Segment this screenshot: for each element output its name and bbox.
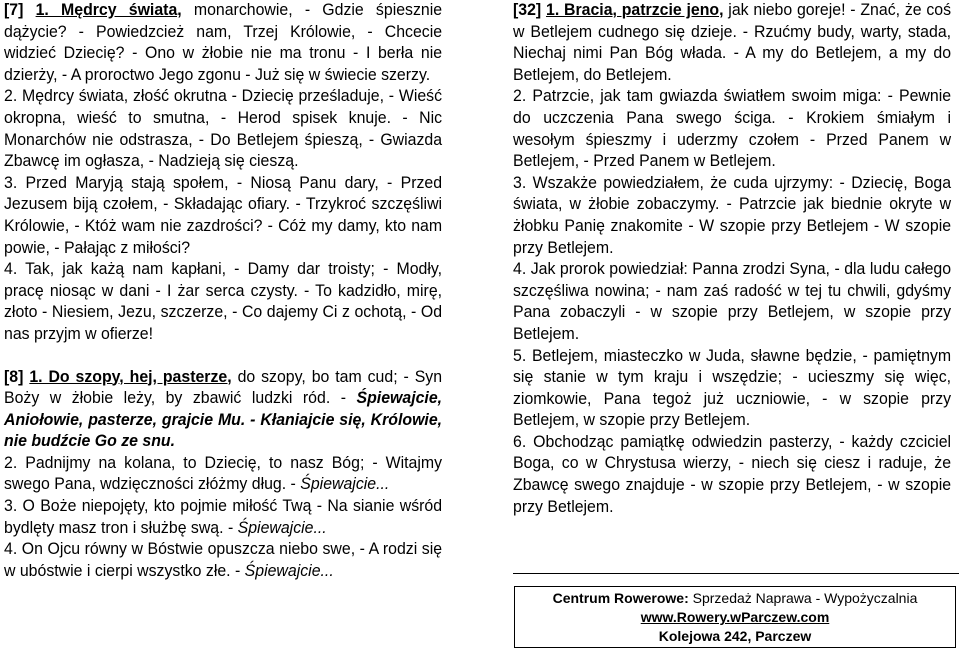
hymn-7-verse-1: [7] 1. Mędrcy świata, monarchowie, - Gdzie śpiesznie dążycie? - Powiedzcież nam, Trzej Królowie, - Chcecie widzieć Dziecię? - Ono w żłobie nie ma tronu - I berła nie dzierży, - A proroctwo Jego zgonu - Już się w świecie szerzy.	[4, 1, 443, 84]
hymn-title: 1. Bracia, patrzcie jeno,	[546, 1, 724, 19]
hymn-8-verse-3: 3. O Boże niepojęty, kto pojmie miłość Twą - Na sianie wśród bydlęty masz tron i służbę swą. - Śpiewajcie...	[4, 497, 443, 537]
hymn-32-verse-1: [32] 1. Bracia, patrzcie jeno, jak niebo goreje! - Znać, że coś w Betlejem cudnego się dzieje. - Rzućmy budy, warty, stada, Niechaj nimi Pan Bóg włada. - A my do Betlejem, a my do Betlejem, do Betlejem.	[513, 1, 952, 84]
ad-url[interactable]: www.Rowery.wParczew.com	[640, 609, 830, 625]
hymn-number: [32]	[513, 1, 542, 19]
hymn-number: [7]	[4, 1, 24, 19]
hymn-title: 1. Do szopy, hej, pasterze,	[29, 367, 232, 386]
hymn-32-verse-2: 2. Patrzcie, jak tam gwiazda światłem swoim miga: - Pewnie do uczczenia Pana swego ściga. - Krokiem śmiałym i wesołym śpieszmy i uderzmy czołem - Przed Panem w Betlejem, - Przed Panem w Betlejem.	[513, 87, 952, 171]
hymn-7-verse-2: 2. Mędrcy świata, złość okrutna - Dziecię prześladuje, - Wieść okropna, wieść to smutna, - Herod spisek knuje. - Nic Monarchów nie odstrasza, - Do Betlejem śpieszą, - Gwiazda Zbawcę im ogłasza, - Nadzieją się cieszą.	[4, 87, 443, 171]
left-column	[4, 0, 451, 582]
ad-shop-name: Centrum Rowerowe:	[552, 590, 689, 606]
advertisement-box	[514, 586, 956, 648]
refrain: Śpiewajcie, Aniołowie, pasterze, grajcie Mu. - Kłaniajcie się, Królowie, nie budźcie Go ze snu.	[4, 389, 443, 451]
right-column	[513, 0, 960, 518]
hymn-8-verse-2: 2. Padnijmy na kolana, to Dziecię, to nasz Bóg; - Witajmy swego Pana, wdzięczności złóżmy dług. - Śpiewajcie...	[4, 453, 443, 494]
hymn-32-verse-4: 4. Jak prorok powiedział: Panna zrodzi Syna, - dla ludu całego szczęśliwa nowina; - nam zaś radość w tej tu chwili, gdyśmy Pana zobaczyli - w szopie przy Betlejem, w szopie przy Betlejem.	[513, 260, 952, 343]
ad-line-1	[515, 589, 955, 608]
hymn-title: 1. Mędrcy świata,	[35, 1, 182, 19]
hymn-32-verse-3: 3. Wszakże powiedziałem, że cuda ujrzymy: - Dziecię, Boga świata, w żłobie zobaczymy. - Patrzcie jak biednie okryte w żłobku Panię znakomite - W szopie przy Betlejem - W szopie przy Betlejem.	[513, 173, 952, 257]
divider	[513, 573, 959, 574]
hymn-7-verse-4: 4. Tak, jak każą nam kapłani, - Damy dar troisty; - Modły, pracę niosąc w dani - I żar serca czysty. - To kadzidło, mirę, złoto - Niesiem, Jezu, szczerze, - Co dajemy Ci z ochotą, - Od nas przyjm w ofierze!	[4, 260, 443, 343]
hymn-8-verse-4: 4. On Ojcu równy w Bóstwie opuszcza niebo swe, - A rodzi się w ubóstwie i cierpi wszystko złe. - Śpiewajcie...	[4, 540, 443, 580]
hymn-32-verse-5: 5. Betlejem, miasteczko w Juda, sławne będzie, - pamiętnym się stanie w tym kraju i wszędzie; - ucieszmy się więc, ziomkowie, Pana tegoż już uczniowie, - w szopie przy Betlejem, w szopie przy Betlejem.	[513, 346, 952, 430]
hymn-number: [8]	[4, 367, 24, 386]
hymn-32-verse-6: 6. Obchodząc pamiątkę odwiedzin pasterzy, - każdy czciciel Boga, co w Chrystusa wierzy, - niech się ciesz i raduje, że Zbawcę swego znajduje - w szopie przy Betlejem, - w szopie przy Betlejem.	[513, 432, 952, 516]
ad-address: Kolejowa 242, Parczew	[658, 628, 812, 644]
ad-services: Sprzedaż Naprawa - Wypożyczalnia	[688, 590, 918, 606]
hymn-7-verse-3: 3. Przed Maryją stają społem, - Niosą Panu dary, - Przed Jezusem biją czołem, - Składając ofiary. - Trzykroć szczęśliwi Królowie, - Któż wam nie zazdrości? - Cóż my damy, kto nam powie, - Pałając z miłości?	[4, 173, 443, 257]
hymn-8-verse-1: [8] 1. Do szopy, hej, pasterze, do szopy, bo tam cud; - Syn Boży w żłobie leży, by zbawić ludzki ród. - Śpiewajcie, Aniołowie, pasterze, grajcie Mu. - Kłaniajcie się, Królowie, nie budźcie Go ze snu.	[4, 367, 443, 451]
